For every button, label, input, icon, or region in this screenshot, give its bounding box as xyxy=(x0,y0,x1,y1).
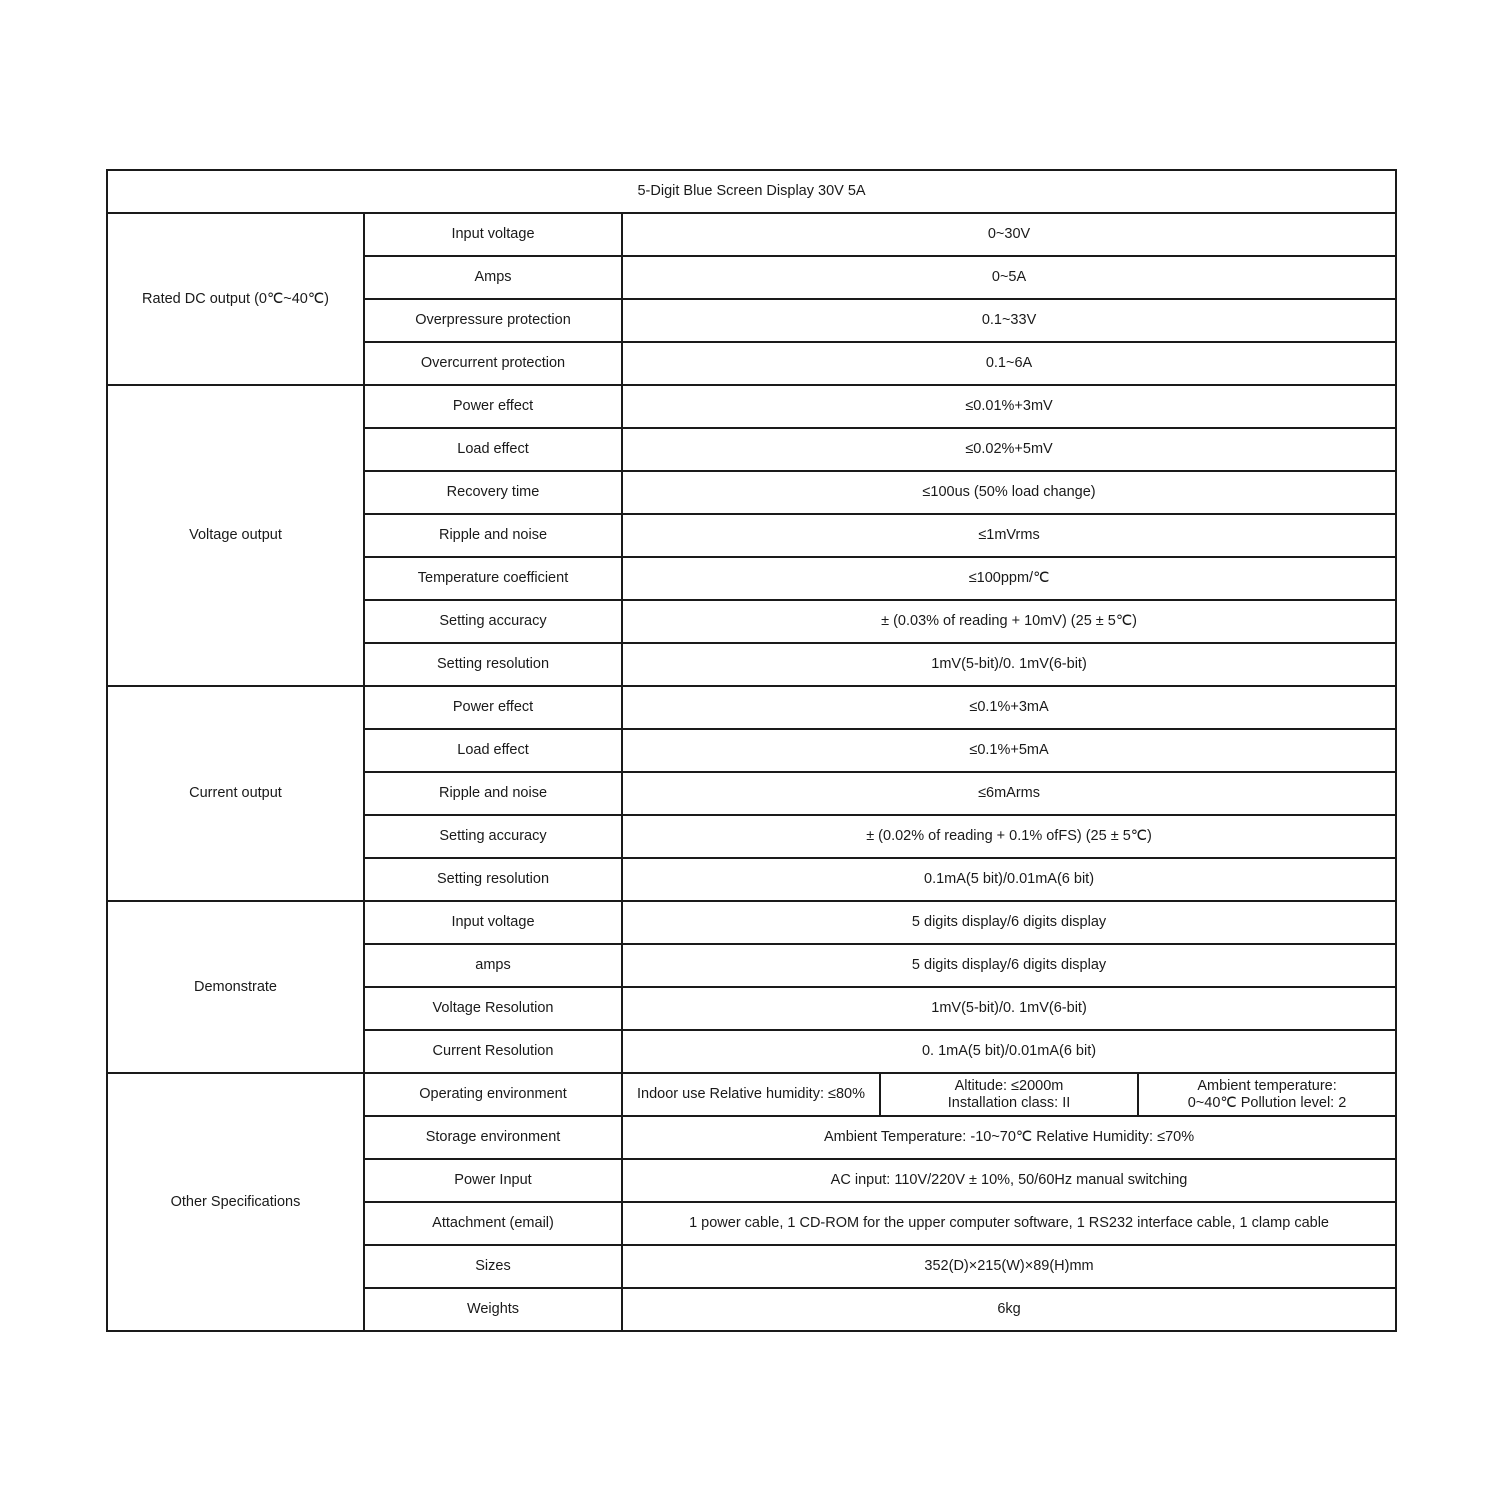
group-label: Voltage output xyxy=(107,385,364,686)
spec-value: ≤0.1%+3mA xyxy=(622,686,1396,729)
spec-label: Attachment (email) xyxy=(364,1202,622,1245)
spec-value: ≤0.02%+5mV xyxy=(622,428,1396,471)
spec-value: 0.1~33V xyxy=(622,299,1396,342)
spec-value-part xyxy=(622,1073,880,1116)
spec-label: amps xyxy=(364,944,622,987)
spec-label: Temperature coefficient xyxy=(364,557,622,600)
spec-label: Setting accuracy xyxy=(364,600,622,643)
spec-value: ≤6mArms xyxy=(622,772,1396,815)
table-row xyxy=(107,213,1396,256)
group-label: Current output xyxy=(107,686,364,901)
spec-value: ≤100ppm/℃ xyxy=(622,557,1396,600)
spec-label: Current Resolution xyxy=(364,1030,622,1073)
spec-label: Power effect xyxy=(364,686,622,729)
spec-value-line: Ambient temperature: xyxy=(1197,1077,1337,1094)
spec-value: 0~30V xyxy=(622,213,1396,256)
spec-value-part xyxy=(1138,1073,1396,1116)
spec-label: Storage environment xyxy=(364,1116,622,1159)
spec-label: Ripple and noise xyxy=(364,514,622,557)
spec-label: Overpressure protection xyxy=(364,299,622,342)
spec-value: 1 power cable, 1 CD-ROM for the upper computer software, 1 RS232 interface cable, 1 clamp cable xyxy=(622,1202,1396,1245)
table-row xyxy=(107,686,1396,729)
spec-label: Setting resolution xyxy=(364,643,622,686)
spec-value: 0.1~6A xyxy=(622,342,1396,385)
spec-value: 5 digits display/6 digits display xyxy=(622,901,1396,944)
spec-value: AC input: 110V/220V ± 10%, 50/60Hz manual switching xyxy=(622,1159,1396,1202)
spec-value: ± (0.02% of reading + 0.1% ofFS) (25 ± 5℃) xyxy=(622,815,1396,858)
spec-label: Setting resolution xyxy=(364,858,622,901)
spec-value-part xyxy=(880,1073,1138,1116)
group-label: Demonstrate xyxy=(107,901,364,1073)
spec-label: Recovery time xyxy=(364,471,622,514)
table-row xyxy=(107,901,1396,944)
spec-value: 5 digits display/6 digits display xyxy=(622,944,1396,987)
spec-label: Weights xyxy=(364,1288,622,1331)
spec-value-line: Installation class: II xyxy=(947,1094,1071,1111)
spec-value: ≤100us (50% load change) xyxy=(622,471,1396,514)
spec-label: Sizes xyxy=(364,1245,622,1288)
spec-label: Overcurrent protection xyxy=(364,342,622,385)
spec-label: Power effect xyxy=(364,385,622,428)
table-title: 5-Digit Blue Screen Display 30V 5A xyxy=(107,170,1396,213)
spec-value: 6kg xyxy=(622,1288,1396,1331)
spec-value: ≤1mVrms xyxy=(622,514,1396,557)
spec-label: Load effect xyxy=(364,729,622,772)
spec-value: 0.1mA(5 bit)/0.01mA(6 bit) xyxy=(622,858,1396,901)
spec-label: Operating environment xyxy=(364,1073,622,1116)
spec-value: 0~5A xyxy=(622,256,1396,299)
spec-value: 0. 1mA(5 bit)/0.01mA(6 bit) xyxy=(622,1030,1396,1073)
spec-value-line: Altitude: ≤2000m xyxy=(954,1077,1064,1094)
spec-value: 352(D)×215(W)×89(H)mm xyxy=(622,1245,1396,1288)
spec-value: 1mV(5-bit)/0. 1mV(6-bit) xyxy=(622,643,1396,686)
spec-value-line: Indoor use Relative humidity: ≤80% xyxy=(637,1086,865,1102)
spec-label: Voltage Resolution xyxy=(364,987,622,1030)
spec-value: Ambient Temperature: -10~70℃ Relative Humidity: ≤70% xyxy=(622,1116,1396,1159)
spec-label: Ripple and noise xyxy=(364,772,622,815)
spec-table xyxy=(106,169,1397,1332)
spec-label: Load effect xyxy=(364,428,622,471)
spec-value: ≤0.01%+3mV xyxy=(622,385,1396,428)
spec-value: ≤0.1%+5mA xyxy=(622,729,1396,772)
spec-label: Power Input xyxy=(364,1159,622,1202)
spec-label: Setting accuracy xyxy=(364,815,622,858)
table-row xyxy=(107,1073,1396,1116)
spec-label: Amps xyxy=(364,256,622,299)
spec-label: Input voltage xyxy=(364,213,622,256)
spec-value-line: 0~40℃ Pollution level: 2 xyxy=(1187,1094,1347,1111)
group-label: Other Specifications xyxy=(107,1073,364,1331)
spec-value: 1mV(5-bit)/0. 1mV(6-bit) xyxy=(622,987,1396,1030)
title-row xyxy=(107,170,1396,213)
group-label: Rated DC output (0℃~40℃) xyxy=(107,213,364,385)
spec-label: Input voltage xyxy=(364,901,622,944)
spec-value: ± (0.03% of reading + 10mV) (25 ± 5℃) xyxy=(622,600,1396,643)
table-row xyxy=(107,385,1396,428)
